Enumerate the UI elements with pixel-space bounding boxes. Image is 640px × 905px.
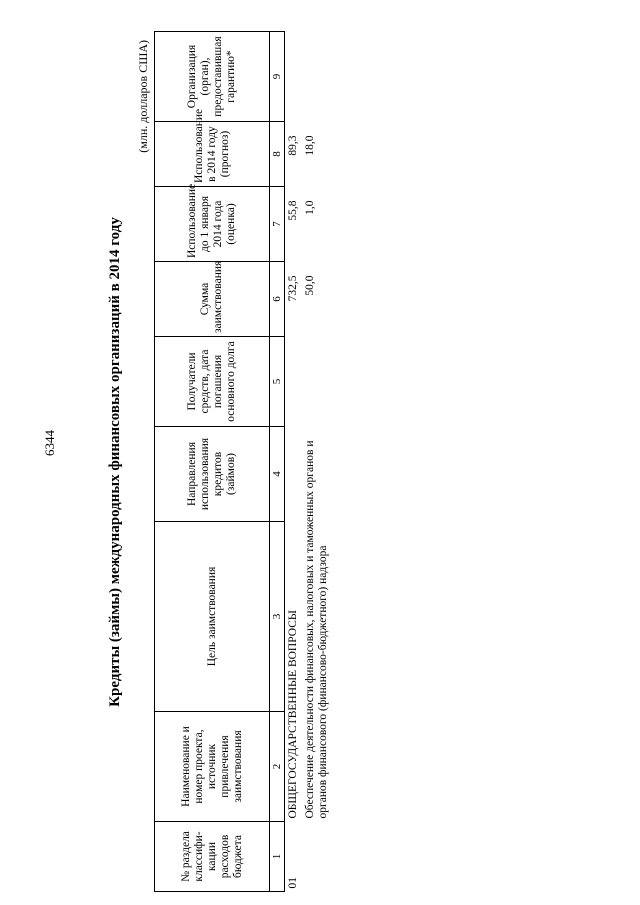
table-row [302, 32, 332, 892]
header-section-number: № раздела классифи- кации расходов бюджета [155, 822, 270, 892]
subsection-name: Обеспечение деятельности финансовых, налоговых и таможенных органов и органов финансового (финансово-бюджетного) надзора [304, 440, 329, 819]
header-row [155, 32, 270, 892]
empty-cell [302, 337, 332, 427]
column-number: 5 [270, 337, 285, 427]
section-name: ОБЩЕГОСУДАРСТВЕННЫЕ ВОПРОСЫ [287, 610, 299, 819]
column-number: 3 [270, 522, 285, 712]
column-number: 9 [270, 32, 285, 122]
header-used-before-2014: Использование до 1 января 2014 года (оценка) [155, 187, 270, 262]
empty-cell [302, 32, 332, 122]
header-recipients: Получатели средств, дата погашения основного долга [155, 337, 270, 427]
column-number: 8 [270, 122, 285, 187]
table-row [285, 32, 303, 892]
column-number: 4 [270, 427, 285, 522]
section-used-before: 55,8 [287, 200, 299, 221]
section-used-2014: 89,3 [287, 135, 299, 156]
page-number: 6344 [42, 430, 57, 456]
header-borrowing-amount: Сумма заимствования [155, 262, 270, 337]
header-guarantor: Организация (орган), предоставившая гарантию* [155, 32, 270, 122]
section-amount: 732,5 [287, 275, 299, 302]
header-used-in-2014: Использование в 2014 году (прогноз) [155, 122, 270, 187]
units-label: (млн. долларов США) [136, 40, 150, 153]
header-project-name: Наименование и номер проекта, источник привлечения заимствования [155, 712, 270, 822]
document-title: Кредиты (займы) международных финансовых организаций в 2014 году [107, 217, 123, 707]
subsection-used-2014: 18,0 [304, 135, 316, 156]
subsection-amount: 50,0 [304, 275, 316, 296]
empty-cell [285, 337, 303, 427]
column-number-row [270, 32, 285, 892]
column-number: 6 [270, 262, 285, 337]
credits-table [154, 31, 332, 892]
section-code: 01 [287, 877, 299, 889]
empty-cell [302, 822, 332, 892]
column-number: 7 [270, 187, 285, 262]
header-usage-directions: Направления использования кредитов (займов) [155, 427, 270, 522]
subsection-used-before: 1,0 [304, 200, 316, 215]
column-number: 2 [270, 712, 285, 822]
header-borrowing-purpose: Цель заимствования [155, 522, 270, 712]
empty-cell [285, 32, 303, 122]
column-number: 1 [270, 822, 285, 892]
rotated-page [106, 32, 576, 892]
